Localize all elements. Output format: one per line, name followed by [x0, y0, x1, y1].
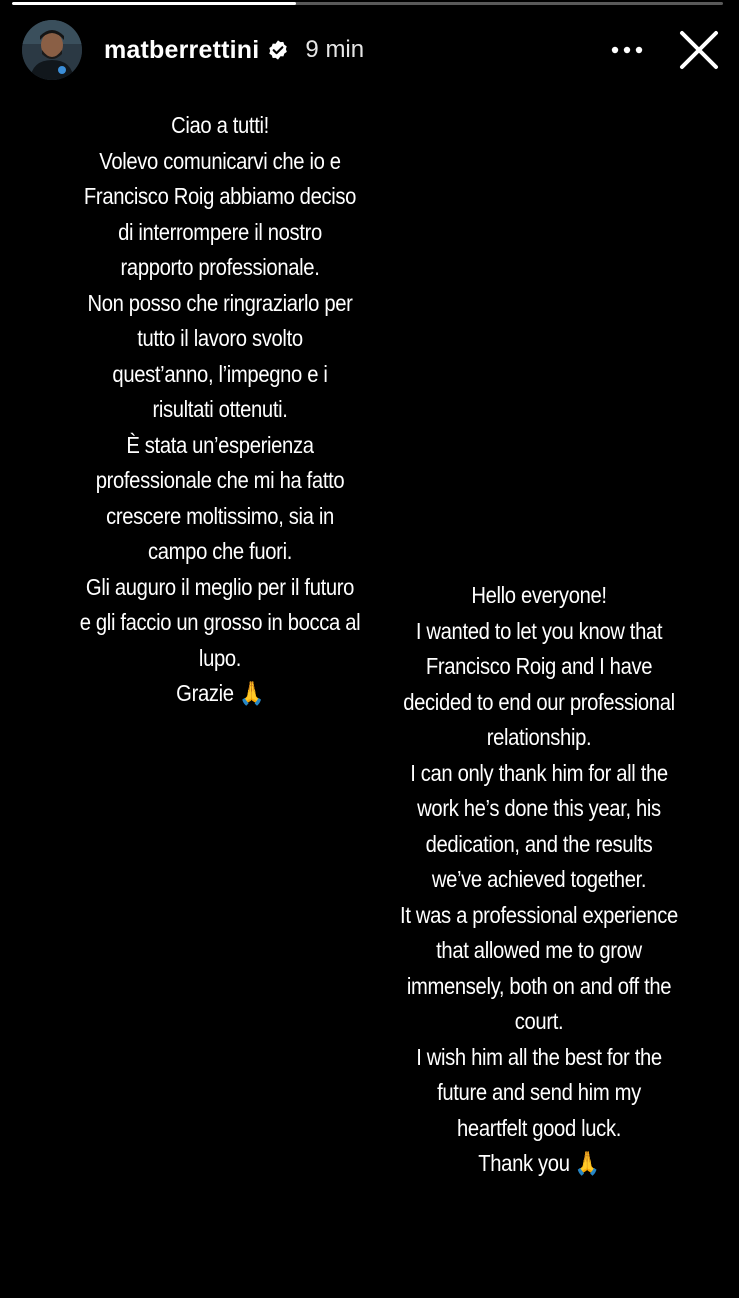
message-line: relationship.	[486, 724, 592, 750]
verified-badge-icon	[267, 39, 289, 61]
closing-text: Grazie	[176, 680, 234, 706]
message-line: tutto il lavoro svolto	[137, 325, 303, 351]
message-line: future and send him my	[437, 1079, 641, 1105]
close-icon	[679, 30, 719, 70]
message-closing-line	[44, 676, 396, 713]
message-line: È stata un’esperienza	[126, 431, 314, 458]
message-line: Francisco Roig and I have	[425, 653, 653, 679]
italian-message	[44, 108, 396, 713]
message-line: di interrompere il nostro	[118, 218, 322, 245]
story-progress-fill	[12, 2, 296, 5]
message-line: work he’s done this year, his	[417, 795, 661, 821]
english-message	[376, 578, 702, 1183]
message-line: decided to end our professional	[403, 688, 675, 715]
message-line: we’ve achieved together.	[431, 866, 647, 892]
message-line: professionale che mi ha fatto	[95, 467, 345, 493]
message-line: Non posso che ringraziarlo per	[87, 289, 353, 316]
folded-hands-icon: 🙏	[238, 681, 264, 707]
message-line: Ciao a tutti!	[171, 112, 269, 138]
message-line: Hello everyone!	[471, 582, 607, 608]
story-progress-bar	[12, 2, 723, 5]
message-line: Gli auguro il meglio per il futuro	[85, 573, 355, 600]
close-button[interactable]	[673, 24, 725, 76]
message-line: that allowed me to grow	[436, 937, 642, 963]
message-line: Volevo comunicarvi che io e	[99, 147, 341, 174]
avatar-photo	[22, 20, 82, 80]
username[interactable]: matberrettini	[104, 35, 260, 64]
message-line: I wish him all the best for the	[416, 1043, 662, 1070]
message-line: immensely, both on and off the	[406, 972, 672, 999]
avatar[interactable]	[22, 20, 82, 80]
message-line: Francisco Roig abbiamo deciso	[83, 183, 357, 209]
more-options-button[interactable]	[607, 30, 647, 70]
message-line: lupo.	[198, 644, 242, 671]
message-line: dedication, and the results	[425, 830, 653, 857]
message-line: heartfelt good luck.	[457, 1114, 621, 1141]
message-line: campo che fuori.	[147, 538, 292, 564]
message-line: e gli faccio un grosso in bocca al	[79, 609, 361, 635]
message-line: court.	[514, 1008, 564, 1034]
message-line: It was a professional experience	[400, 901, 678, 928]
message-line: crescere moltissimo, sia in	[106, 502, 334, 529]
more-horizontal-icon	[610, 45, 644, 55]
message-line: I wanted to let you know that	[415, 617, 663, 644]
message-line: risultati ottenuti.	[152, 396, 288, 422]
folded-hands-icon: 🙏	[574, 1151, 600, 1177]
message-line: quest’anno, l’impegno e i	[112, 360, 328, 387]
post-time: 9 min	[305, 36, 365, 63]
story-header	[22, 20, 725, 80]
message-line: I can only thank him for all the	[410, 759, 668, 786]
message-closing-line	[376, 1146, 702, 1183]
closing-text: Thank you	[478, 1150, 570, 1176]
message-line: rapporto professionale.	[120, 254, 320, 280]
